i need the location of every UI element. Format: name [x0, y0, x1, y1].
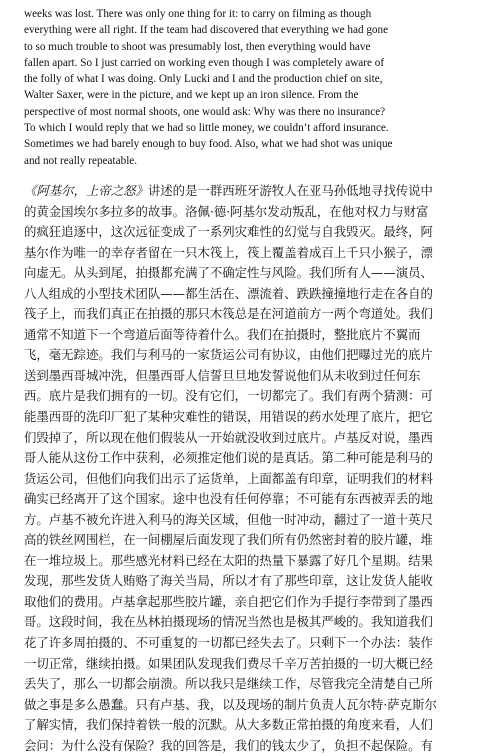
- chinese-line: 发现，那些发货人贿赂了海关当局，所以才有了那些印章，这让发货人能收: [24, 573, 433, 589]
- chinese-line: 向虚无。从头到尾，拍摄都充满了不确定性与风险。我们所有人——演员、: [24, 265, 433, 281]
- chinese-line: 了解实情，我们保持着铁一般的沉默。从大多数正常拍摄的角度来看，人们: [24, 717, 433, 733]
- chinese-line: 取他们的费用。卢基拿起那些胶片罐，亲自把它们作为手提行李带到了墨西: [24, 593, 433, 609]
- chinese-line: 花了许多周拍摄的、不可重复的一切都已经失去了。只剩下一个办法：装作: [24, 635, 433, 650]
- chinese-line: 的疯狂追逐中，这次远征变成了一系列灾难性的幻觉与自我毁灭。最终，阿: [24, 224, 433, 240]
- english-line: To which I would reply that we had so little money, we couldn’t afford insurance.: [24, 122, 389, 135]
- chinese-line: 飞，毫无踪迹。我们与利马的一家货运公司有协议，由他们把曝过光的底片: [24, 347, 433, 363]
- english-line: perspective of most normal shoots, one would ask: Why was there no insurance?: [24, 105, 386, 118]
- english-line: everything were all right. If the team had discovered that everything we had gone: [24, 24, 389, 37]
- chinese-line: 能墨西哥的洗印厂犯了某种灾难性的错误，用错误的药水处理了底片，把它: [24, 408, 433, 424]
- chinese-line: 方。卢基不被允许进入利马的海关区域，但他一时冲动，翻过了一道十英尺: [24, 511, 433, 527]
- chinese-paragraph: [24, 181, 476, 756]
- film-title: 《阿基尔，上帝之怒》: [24, 182, 148, 198]
- chinese-line: 通常不知道下一个弯道后面等待着什么。我们在拍摄时，整批底片不翼而: [24, 326, 421, 342]
- chinese-line: 们毁掉了，所以现在他们假装从一开始就没收到过底片。卢基反对说，墨西: [24, 429, 433, 445]
- chinese-line: 送到墨西哥城冲洗，但墨西哥人信誓旦旦地发誓说他们从未收到过任何东: [24, 367, 421, 383]
- book-page: [24, 6, 476, 756]
- english-paragraph: [24, 6, 476, 169]
- chinese-line: 确实已经离开了这个国家。途中也没有任何停靠；不可能有东西被弄丢的地: [24, 491, 433, 507]
- chinese-line: 筏子上，而我们真正在拍摄的那只木筏总是在河道前方一两个弯道处。我们: [24, 306, 433, 322]
- chinese-line: 在一堆垃圾上。那些感光材料已经在太阳的热量下暴露了好几个星期。结果: [24, 552, 433, 568]
- english-line: Sometimes we had barely enough to buy food. Also, what we had shot was unique: [24, 138, 393, 151]
- chinese-line: 丢失了，那么一切都会崩溃。所以我只是继续工作，尽管我完全清楚自己所: [24, 676, 433, 692]
- chinese-first-line: [24, 181, 476, 202]
- english-line: and not really repeatable.: [24, 154, 138, 167]
- english-line: weeks was lost. There was only one thing for it: to carry on filming as though: [24, 8, 372, 20]
- chinese-line: 八人组成的小型技术团队——都生活在、漂流着、跌跌撞撞地行走在各自的: [24, 285, 433, 301]
- chinese-line: 基尔作为唯一的幸存者留在一只木筏上，筏上覆盖着成百上千只小猴子，漂: [24, 244, 433, 260]
- chinese-line: 会问：为什么没有保险？我的回答是，我们的钱太少了，负担不起保险。有: [24, 737, 433, 753]
- chinese-line: 西。底片是我们拥有的一切。没有它们，一切都完了。我们有两个猜测：可: [24, 388, 433, 404]
- chinese-line: 哥人能从这份工作中获利，必须推定他们说的是真话。第二种可能是利马的: [24, 450, 433, 466]
- english-line: the folly of what I was doing. Only Lucki and I and the production chief on site,: [24, 73, 383, 86]
- english-line: to so much trouble to shoot was presumably lost, then everything would have: [24, 40, 371, 53]
- chinese-line: 高的铁丝网围栏，在一间棚屋后面发现了我们所有仍然密封着的胶片罐，堆: [24, 532, 433, 548]
- chinese-line-text: 讲述的是一群西班牙游牧人在亚马孙低地寻找传说中: [147, 182, 433, 198]
- english-line: fallen apart. So I just carried on working even though I was completely aware of: [24, 56, 385, 69]
- chinese-line: 货运公司，但他们向我们出示了运货单，上面都盖有印章，证明我们的材料: [24, 470, 433, 486]
- english-line: Walter Saxer, were in the picture, and we kept up an iron silence. From the: [24, 89, 359, 102]
- chinese-line: 的黄金国埃尔多拉多的故事。洛佩·德·阿基尔发动叛乱，在他对权力与财富: [24, 203, 429, 219]
- chinese-line: 做之事是多么愚蠢。只有卢基、我，以及现场的制片负责人瓦尔特·萨克斯尔: [24, 696, 437, 712]
- chinese-line: 哥。这段时间，我在丛林拍摄现场的情况当然也是极其严峻的。我知道我们: [24, 614, 433, 630]
- chinese-line: 一切正常，继续拍摄。如果团队发现我们费尽千辛万苦拍摄的一切大概已经: [24, 655, 433, 671]
